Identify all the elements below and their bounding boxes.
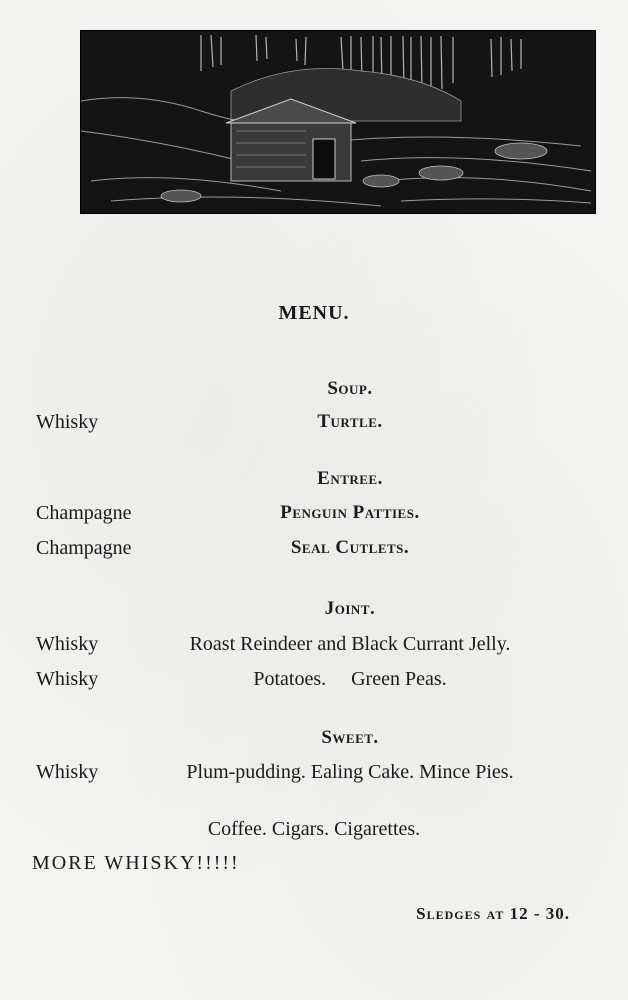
dish-turtle: Turtle. [317,411,383,432]
wine-pairing: Champagne [36,537,132,559]
dish-seal-cutlets: Seal Cutlets. [290,537,410,558]
course-heading-joint: Joint. [324,598,376,619]
course-heading-sweet: Sweet. [321,727,379,748]
wine-pairing: Champagne [36,502,132,524]
wine-pairing: Whisky [36,668,99,690]
dish-potatoes-peas: Potatoes. Green Peas. [253,668,447,690]
course-heading-entree: Entree. [317,468,383,489]
after-dinner-line: Coffee. Cigars. Cigarettes. [207,818,421,840]
wine-pairing: Whisky [36,411,99,433]
dish-desserts: Plum-pudding. Ealing Cake. Mince Pies. [186,761,514,783]
dish-penguin-patties: Penguin Patties. [280,502,420,523]
dish-roast-reindeer: Roast Reindeer and Black Currant Jelly. [189,633,511,655]
wine-pairing: Whisky [36,761,99,783]
course-heading-soup: Soup. [327,378,373,399]
menu-title: MENU. [278,302,350,324]
wine-pairing: Whisky [36,633,99,655]
mirrored-text-line: MORE WHISKY!!!!! [32,852,240,874]
arctic-hut-engraving [80,30,596,214]
sledges-time-note: Sledges at 12 - 30. [416,904,570,923]
